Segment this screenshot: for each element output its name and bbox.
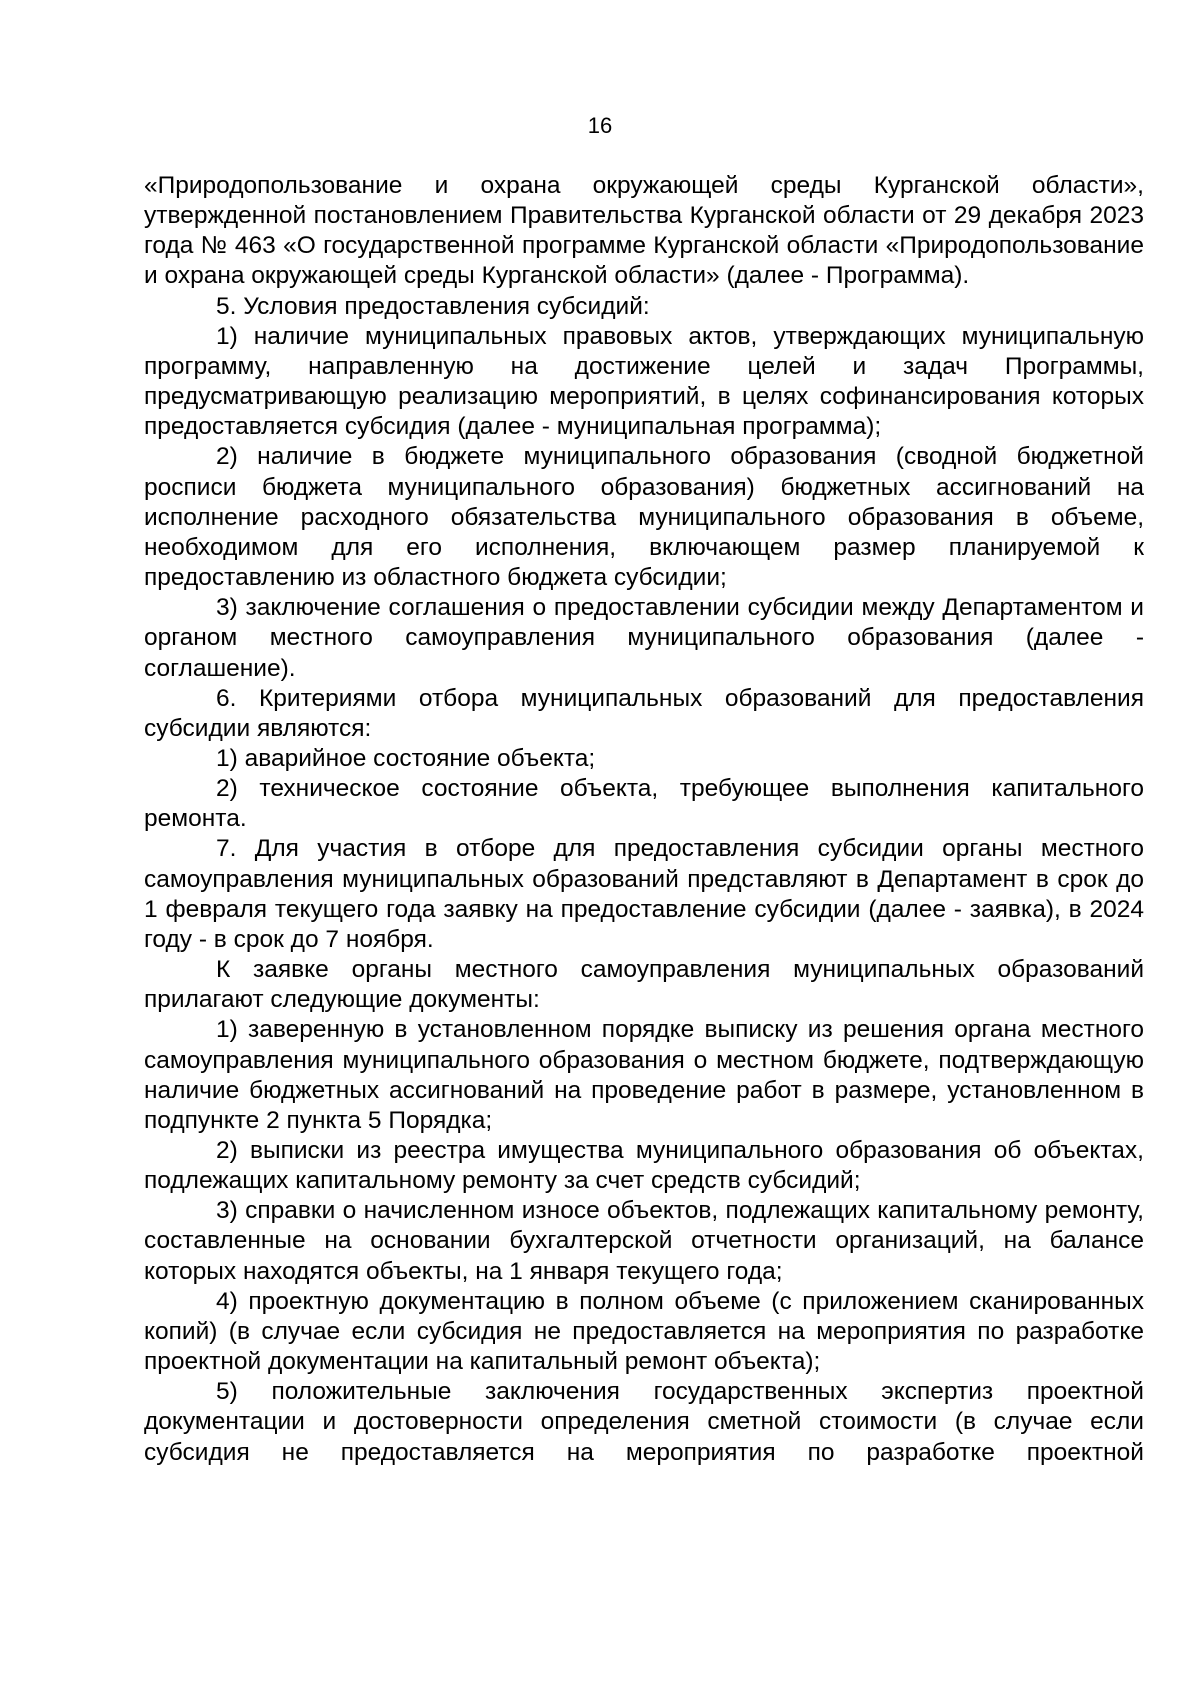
paragraph-program-reference: «Природопользование и охрана окружающей среды Курганской области», утвержденной постановлением Правительства Курганской области от 29 декабря 2023 года № 463 «О государственной программе Курганской области «Природопользование и охрана окружающей среды Курганской области» (далее - Программа). xyxy=(144,172,1144,290)
paragraph-criterion-2: 2) техническое состояние объекта, требующее выполнения капитального ремонта. xyxy=(144,775,1144,833)
paragraph-section-6-heading: 6. Критериями отбора муниципальных образований для предоставления субсидии являются: xyxy=(144,684,1144,742)
paragraph-document-4: 4) проектную документацию в полном объеме (с приложением сканированных копий) (в случае если субсидия не предоставляется на мероприятия по разработке проектной документации на капитальный ремонт объекта); xyxy=(144,1287,1144,1376)
paragraph-criterion-1: 1) аварийное состояние объекта; xyxy=(216,744,596,772)
paragraph-document-3: 3) справки о начисленном износе объектов, подлежащих капитальному ремонту, составленные на основании бухгалтерской отчетности организаций, на балансе которых находятся объекты, на 1 января текущего года; xyxy=(144,1197,1144,1285)
paragraph-section-7: 7. Для участия в отборе для предоставления субсидии органы местного самоуправления муниципальных образований представляют в Департамент в срок до 1 февраля текущего года заявку на предоставление субсидии (далее - заявка), в 2024 году - в срок до 7 ноября. xyxy=(144,835,1144,953)
paragraph-section-5-heading: 5. Условия предоставления субсидий: xyxy=(216,292,650,320)
paragraph-application-documents-intro: К заявке органы местного самоуправления муниципальных образований прилагают следующие документы: xyxy=(144,956,1144,1014)
paragraph-document-2: 2) выписки из реестра имущества муниципального образования об объектах, подлежащих капитальному ремонту за счет средств субсидий; xyxy=(144,1137,1144,1195)
paragraph-condition-2: 2) наличие в бюджете муниципального образования (сводной бюджетной росписи бюджета муниципального образования) бюджетных ассигнований на исполнение расходного обязательства муниципального образования в объеме, необходимом для его исполнения, включающем размер планируемой к предоставлению из областного бюджета субсидии; xyxy=(144,443,1144,592)
document-body xyxy=(144,171,1144,1468)
page-number: 16 xyxy=(587,113,613,138)
paragraph-document-1: 1) заверенную в установленном порядке выписку из решения органа местного самоуправления муниципального образования о местном бюджете, подтверждающую наличие бюджетных ассигнований на проведение работ в размере, установленном в подпункте 2 пункта 5 Порядка; xyxy=(144,1016,1144,1134)
paragraph-condition-1: 1) наличие муниципальных правовых актов, утверждающих муниципальную программу, направленную на достижение целей и задач Программы, предусматривающую реализацию мероприятий, в целях софинансирования которых предоставляется субсидия (далее - муниципальная программа); xyxy=(144,322,1144,441)
paragraph-document-5: 5) положительные заключения государственных экспертиз проектной документации и достоверности определения сметной стоимости (в случае если субсидия не предоставляется на мероприятия по разработке проектной xyxy=(144,1378,1144,1466)
paragraph-condition-3: 3) заключение соглашения о предоставлении субсидии между Департаментом и органом местного самоуправления муниципального образования (далее - соглашение). xyxy=(144,594,1144,682)
